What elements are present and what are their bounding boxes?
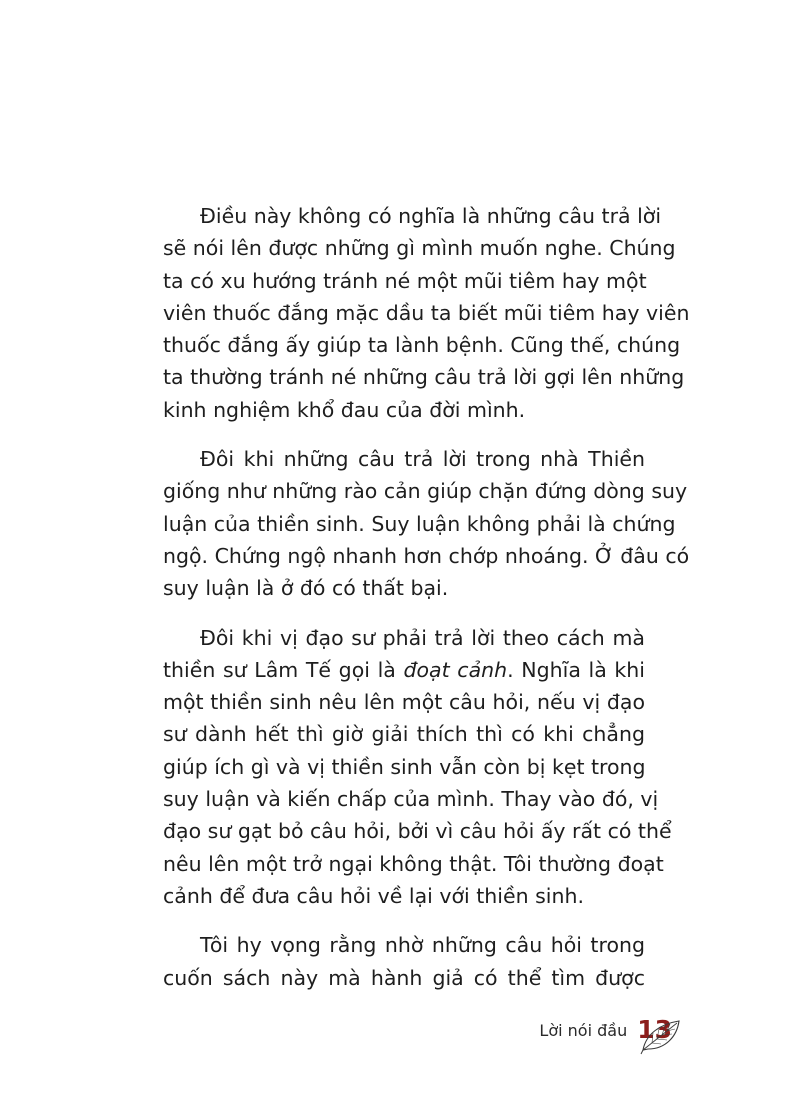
text-line: Đôi khi vị đạo sư phải trả lời theo cách mà — [200, 625, 645, 650]
text-line: cuốn sách này mà hành giả có thể tìm được — [163, 965, 645, 990]
text-line: viên thuốc đắng mặc dầu ta biết mũi tiêm hay viên — [163, 300, 690, 325]
text-line — [163, 654, 645, 686]
text-line: luận của thiền sinh. Suy luận không phải là chứng — [163, 511, 676, 536]
text-line: giống như những rào cản giúp chặn đứng dòng suy — [163, 479, 688, 504]
paragraph — [163, 929, 645, 994]
text-line: cảnh để đưa câu hỏi về lại với thiền sinh. — [163, 883, 584, 908]
paragraph — [163, 443, 690, 604]
text-run: thiền sư Lâm Tế gọi là — [163, 657, 396, 682]
section-title: Lời nói đầu — [539, 1021, 628, 1040]
text-line: sư dành hết thì giờ giải thích thì có khi chẳng — [163, 722, 645, 747]
page-body — [163, 200, 690, 994]
text-line: suy luận và kiến chấp của mình. Thay vào đó, vị — [163, 787, 659, 812]
paragraph — [163, 200, 690, 426]
text-run: . Nghĩa là khi — [507, 657, 645, 682]
text-line: kinh nghiệm khổ đau của đời mình. — [163, 397, 526, 422]
text-line: ta có xu hướng tránh né một mũi tiêm hay một — [163, 268, 647, 293]
text-line: giúp ích gì và vị thiền sinh vẫn còn bị kẹt trong — [163, 754, 646, 779]
text-line: đạo sư gạt bỏ câu hỏi, bởi vì câu hỏi ấy rất có thể — [163, 819, 672, 844]
page-number: 13 — [637, 1015, 672, 1044]
leaf-icon — [640, 1016, 682, 1056]
text-line: nêu lên một trở ngại không thật. Tôi thường đoạt — [163, 851, 664, 876]
text-line: Tôi hy vọng rằng nhờ những câu hỏi trong — [200, 933, 645, 958]
emphasis-term: đoạt cảnh — [403, 657, 508, 682]
paragraph — [163, 622, 672, 913]
text-line: Điều này không có nghĩa là những câu trả lời — [200, 204, 662, 228]
text-line: Đôi khi những câu trả lời trong nhà Thiền — [200, 447, 645, 472]
text-line: ta thường tránh né những câu trả lời gợi lên những — [163, 365, 685, 390]
text-line: suy luận là ở đó có thất bại. — [163, 576, 449, 601]
text-line: sẽ nói lên được những gì mình muốn nghe. Chúng — [163, 236, 676, 261]
text-line: thuốc đắng ấy giúp ta lành bệnh. Cũng thế, chúng — [163, 333, 681, 358]
text-line: một thiền sinh nêu lên một câu hỏi, nếu vị đạo — [163, 690, 645, 715]
text-line: ngộ. Chứng ngộ nhanh hơn chớp nhoáng. Ở đâu có — [163, 543, 690, 568]
